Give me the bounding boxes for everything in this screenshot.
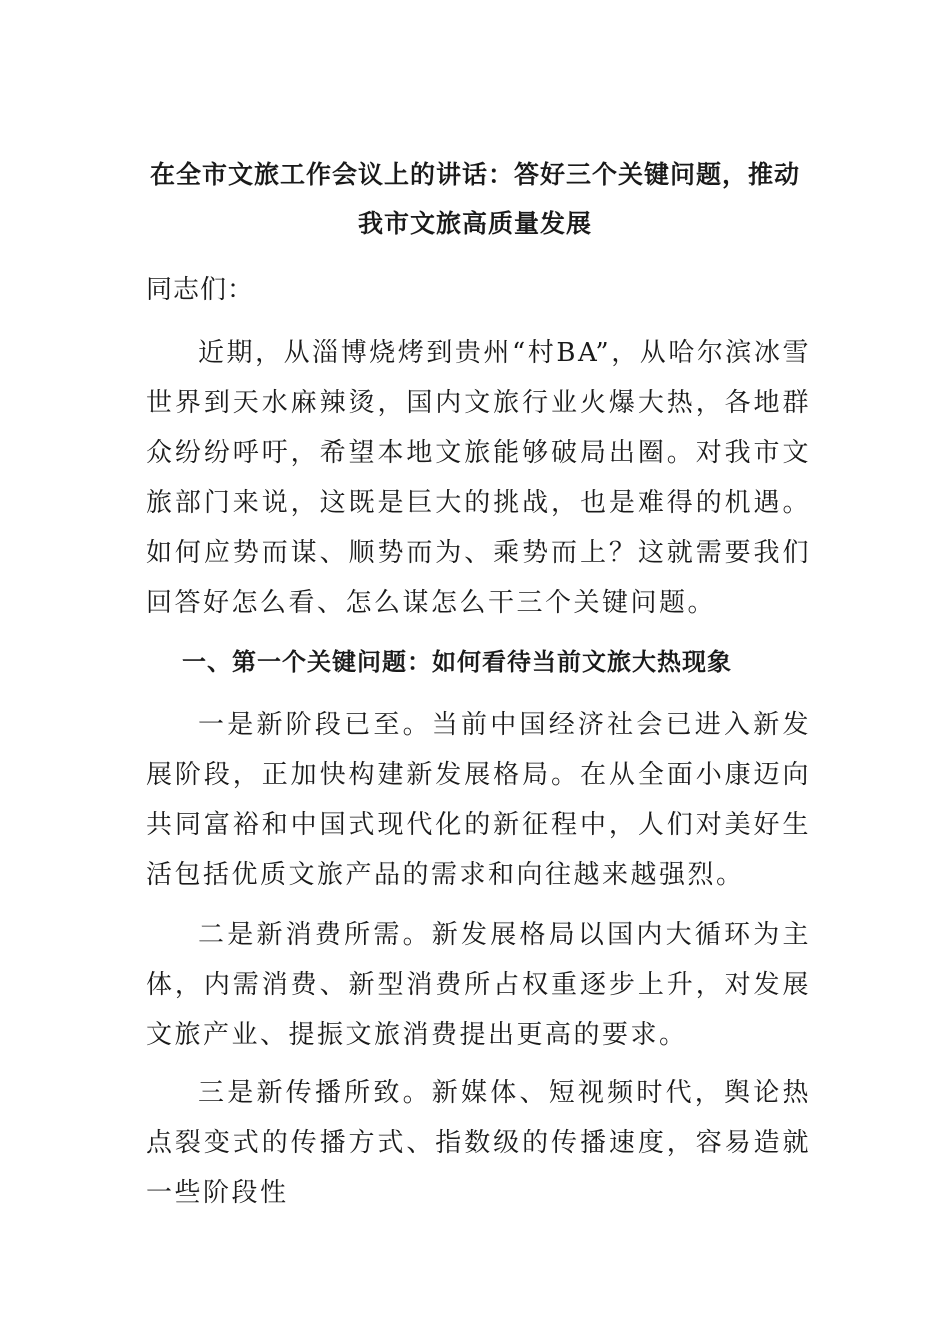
salutation: 同志们： [146, 275, 255, 305]
point-2-paragraph: 二是新消费所需。新发展格局以国内大循环为主体，内需消费、新型消费所占权重逐步上升，对发展文旅产业、提振文旅消费提出更高的要求。 [146, 920, 811, 1050]
document-title-line-1: 在全市文旅工作会议上的讲话：答好三个关键问题，推动 [149, 160, 800, 189]
point-3-paragraph: 三是新传播所致。新媒体、短视频时代，舆论热点裂变式的传播方式、指数级的传播速度，容易造就一些阶段性 [146, 1078, 811, 1208]
section-1-heading: 一、第一个关键问题：如何看待当前文旅大热现象 [182, 648, 732, 676]
point-1-paragraph: 一是新阶段已至。当前中国经济社会已进入新发展阶段，正加快构建新发展格局。在从全面小康迈向共同富裕和中国式现代化的新征程中，人们对美好生活包括优质文旅产品的需求和向往越来越强烈。 [146, 710, 811, 890]
document-title-line-2: 我市文旅高质量发展 [357, 209, 592, 238]
intro-paragraph: 近期，从淄博烧烤到贵州“村BA”，从哈尔滨冰雪世界到天水麻辣烫，国内文旅行业火爆大热，各地群众纷纷呼吁，希望本地文旅能够破局出圈。对我市文旅部门来说，这既是巨大的挑战，也是难得的机遇。如何应势而谋、顺势而为、乘势而上？这就需要我们回答好怎么看、怎么谋怎么干三个关键问题。 [146, 338, 811, 618]
